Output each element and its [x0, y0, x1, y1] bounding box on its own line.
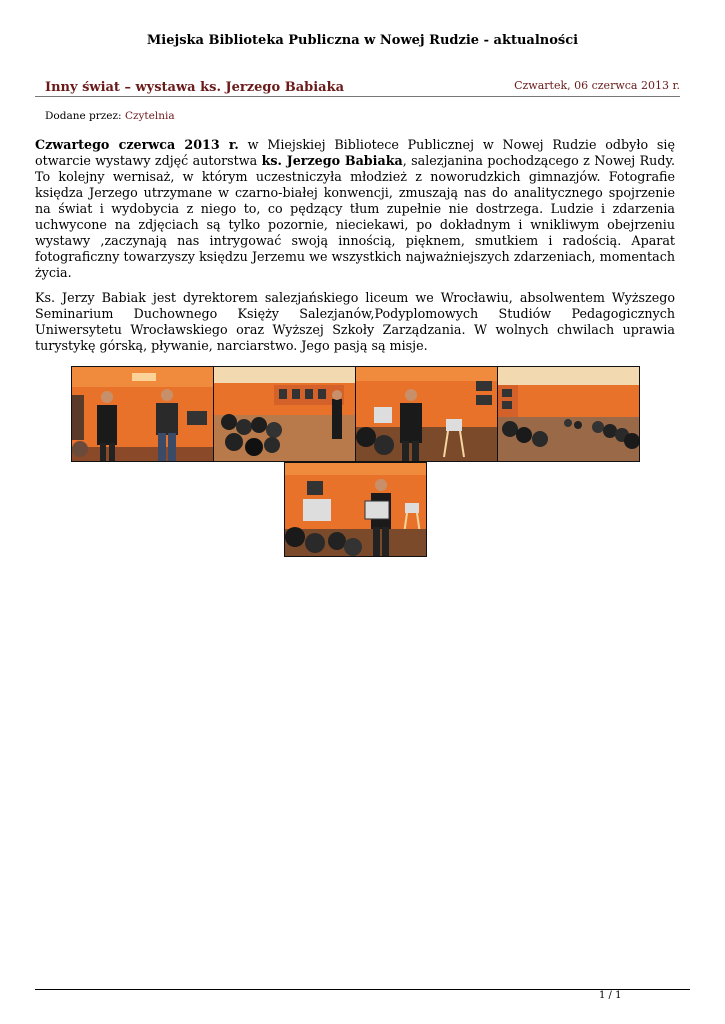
- bold-date: Czwartego czerwca 2013 r.: [35, 137, 239, 152]
- gallery-photo-1[interactable]: [71, 366, 214, 462]
- author-line: [45, 110, 175, 122]
- bold-author-name: ks. Jerzego Babiaka: [261, 153, 403, 168]
- article-header: [35, 78, 680, 97]
- article-paragraph-2: Ks. Jerzy Babiak jest dyrektorem salezjańskiego liceum we Wrocławiu, absolwentem Wyższego Seminarium Duchownego Księży Salezjanów,Podyplomowych Studiów Pedagogicznych Uniwersytetu Wrocławskiego oraz Wyższej Szkoły Zarządzania. W wolnych chwilach uprawia turystykę górską, pływanie, narciarstwo. Jego pasją są misje.: [35, 290, 675, 353]
- gallery-photo-4[interactable]: [497, 366, 640, 462]
- gallery-photo-2[interactable]: [213, 366, 356, 462]
- site-title: Miejska Biblioteka Publiczna w Nowej Rudzie - aktualności: [146, 33, 579, 48]
- gallery-photo-5[interactable]: [284, 462, 427, 557]
- article-paragraph-1: [35, 137, 675, 281]
- gallery-photo-3[interactable]: [355, 366, 498, 462]
- paragraph-1-text-a: w Miejskiej Bibliotece Publicznej w Nowej Rudzie odbyło się otwarcie wystawy zdjęć autorstwa: [35, 137, 675, 168]
- page-number: 1 / 1: [599, 990, 622, 1001]
- footer-rule: [35, 989, 690, 990]
- paragraph-1-text-b: , salezjanina pochodzącego z Nowej Rudy. To kolejny wernisaż, w którym uczestniczyła młodzież z noworudzkich gimnazjów. Fotografie księdza Jerzego utrzymane w czarno-białej konwencji, zmuszają nas do analitycznego spojrzenie na świat i wydobycia z niego to, co pędzący tłum zupełnie nie dostrzega. Ludzie i zdarzenia uchwycone na zdjęciach są tylko pozornie, nieciekawi, po dokładnym i wnikliwym obejrzeniu wystawy ,zaczynają nas intrygować swoją innością, pięknem, smutkiem i radością. Aparat fotograficzny towarzyszy księdzu Jerzemu we wszystkich najważniejszych zdarzeniach, momentach życia.: [35, 153, 675, 280]
- article-date: Czwartek, 06 czerwca 2013 r.: [514, 79, 680, 92]
- article-title[interactable]: Inny świat – wystawa ks. Jerzego Babiaka: [45, 80, 345, 95]
- author-label: Dodane przez:: [45, 110, 122, 122]
- author-name[interactable]: Czytelnia: [124, 110, 175, 122]
